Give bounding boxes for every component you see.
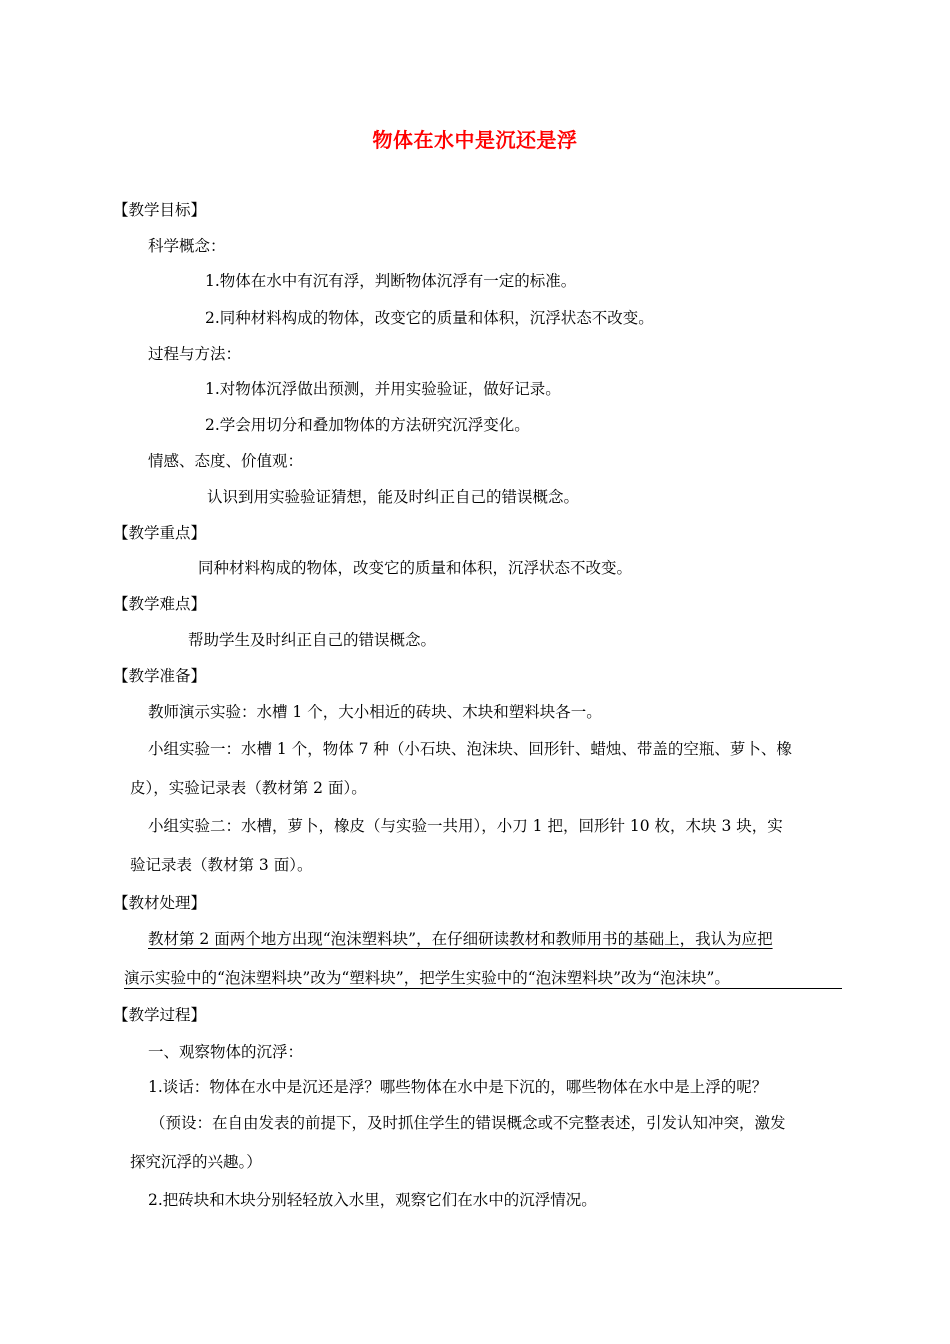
concept-item-1: 1.物体在水中有沉有浮，判断物体沉浮有一定的标准。 xyxy=(205,272,577,290)
document-title: 物体在水中是沉还是浮 xyxy=(372,128,578,152)
objectives-heading: 【教学目标】 xyxy=(113,201,207,219)
process-section-1: 一、观察物体的沉浮： xyxy=(148,1043,304,1061)
key-point-text: 同种材料构成的物体，改变它的质量和体积，沉浮状态不改变。 xyxy=(198,559,633,577)
material-heading: 【教材处理】 xyxy=(113,894,207,912)
material-underline xyxy=(124,988,842,989)
method-item-1: 1.对物体沉浮做出预测，并用实验验证，做好记录。 xyxy=(205,380,561,398)
group2-line-1: 小组实验二：水槽，萝卜，橡皮（与实验一共用），小刀 1 把，回形针 10 枚，木块 3 块，实 xyxy=(148,817,783,835)
group2-line-2: 验记录表（教材第 3 面）。 xyxy=(130,856,313,874)
group1-line-2: 皮），实验记录表（教材第 2 面）。 xyxy=(130,779,367,797)
material-line-1: 教材第 2 面两个地方出现“泡沫塑料块”，在仔细研读教材和教师用书的基础上，我认为应把 xyxy=(148,930,773,948)
attitude-text: 认识到用实验验证猜想，能及时纠正自己的错误概念。 xyxy=(207,488,580,506)
key-point-heading: 【教学重点】 xyxy=(113,524,207,542)
process-step-1: 1.谈话：物体在水中是沉还是浮？哪些物体在水中是下沉的，哪些物体在水中是上浮的呢？ xyxy=(148,1078,768,1096)
material-line-2: 演示实验中的“泡沫塑料块”改为“塑料块”，把学生实验中的“泡沫塑料块”改为“泡沫块”。 xyxy=(124,969,730,987)
concept-label: 科学概念： xyxy=(148,237,226,255)
method-item-2: 2.学会用切分和叠加物体的方法研究沉浮变化。 xyxy=(205,416,530,434)
preparation-heading: 【教学准备】 xyxy=(113,667,207,685)
process-step-2: 2.把砖块和木块分别轻轻放入水里，观察它们在水中的沉浮情况。 xyxy=(148,1191,597,1209)
process-note-line-2: 探究沉浮的兴趣。） xyxy=(130,1153,262,1171)
difficulty-text: 帮助学生及时纠正自己的错误概念。 xyxy=(188,631,437,649)
process-note-line-1: （预设：在自由发表的前提下，及时抓住学生的错误概念或不完整表述，引发认知冲突，激发 xyxy=(150,1114,786,1132)
difficulty-heading: 【教学难点】 xyxy=(113,595,207,613)
attitude-label: 情感、态度、价值观： xyxy=(148,452,304,470)
teacher-demo-text: 教师演示实验：水槽 1 个，大小相近的砖块、木块和塑料块各一。 xyxy=(148,703,602,721)
process-heading: 【教学过程】 xyxy=(113,1006,207,1024)
method-label: 过程与方法： xyxy=(148,345,242,363)
group1-line-1: 小组实验一：水槽 1 个，物体 7 种（小石块、泡沫块、回形针、蜡烛、带盖的空瓶、萝卜、橡 xyxy=(148,740,792,758)
concept-item-2: 2.同种材料构成的物体，改变它的质量和体积，沉浮状态不改变。 xyxy=(205,309,654,327)
